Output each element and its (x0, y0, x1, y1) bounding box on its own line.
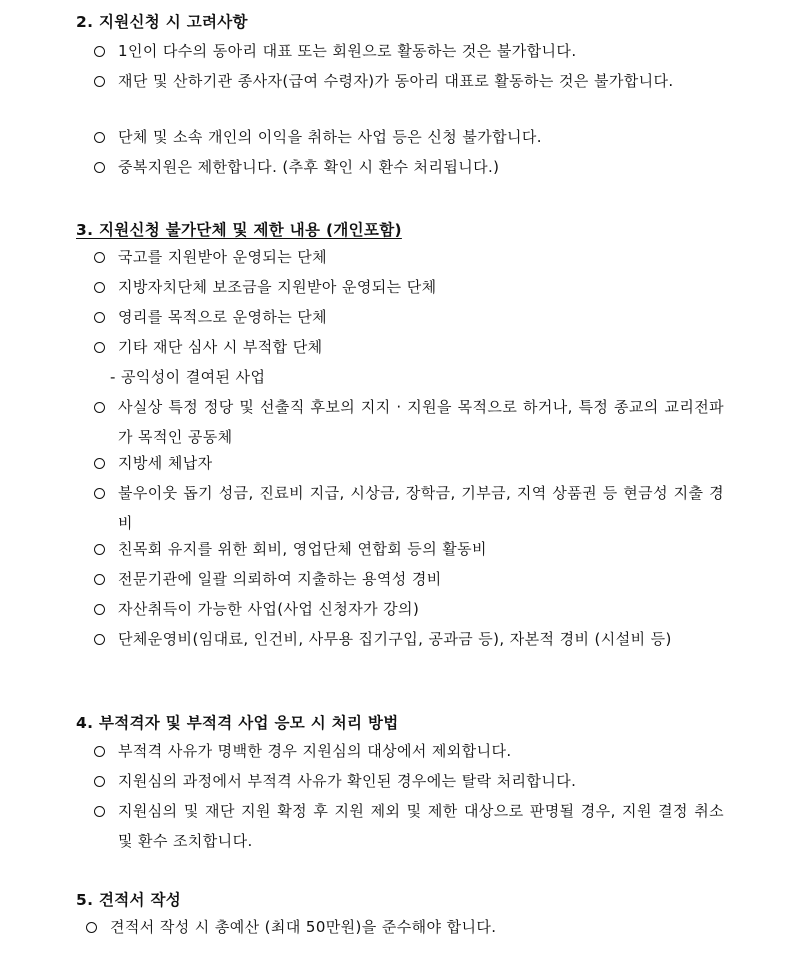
circle-bullet-icon (94, 272, 110, 303)
circle-bullet-icon (94, 766, 110, 797)
circle-bullet-icon (94, 624, 110, 655)
section-3-heading: 3. 지원신청 불가단체 및 제한 내용 (개인포함) (76, 221, 402, 239)
list-item: 지원심의 및 재단 지원 확정 후 지원 제외 및 제한 대상으로 판명될 경우, 지원 결정 취소 및 환수 조치합니다. (94, 796, 724, 856)
list-item: 지원심의 과정에서 부적격 사유가 확인된 경우에는 탈락 처리합니다. (94, 766, 724, 796)
list-item: 부적격 사유가 명백한 경우 지원심의 대상에서 제외합니다. (94, 736, 724, 766)
list-item: 국고를 지원받아 운영되는 단체 (94, 242, 724, 272)
list-item: 영리를 목적으로 운영하는 단체 (94, 302, 724, 332)
list-item: 단체 및 소속 개인의 이익을 취하는 사업 등은 신청 불가합니다. (94, 122, 724, 152)
sub-list-item: - 공익성이 결여된 사업 (110, 368, 266, 386)
list-item: 사실상 특정 정당 및 선출직 후보의 지지 · 지원을 목적으로 하거나, 특정 종교의 교리전파가 목적인 공동체 (94, 392, 724, 452)
circle-bullet-icon (94, 448, 110, 479)
circle-bullet-icon (94, 122, 110, 153)
circle-bullet-icon (94, 66, 110, 97)
circle-bullet-icon (94, 332, 110, 363)
list-item: 불우이웃 돕기 성금, 진료비 지급, 시상금, 장학금, 기부금, 지역 상품권 등 현금성 지출 경비 (94, 478, 724, 538)
circle-bullet-icon (94, 534, 110, 565)
circle-bullet-icon (94, 36, 110, 67)
list-item: 전문기관에 일괄 의뢰하여 지출하는 용역성 경비 (94, 564, 724, 594)
circle-bullet-icon (94, 736, 110, 767)
section-2-heading: 2. 지원신청 시 고려사항 (76, 13, 248, 31)
list-item: 지방세 체납자 (94, 448, 724, 478)
circle-bullet-icon (94, 478, 110, 509)
list-item: 재단 및 산하기관 종사자(급여 수령자)가 동아리 대표로 활동하는 것은 불가합니다. (94, 66, 724, 96)
section-5-heading: 5. 견적서 작성 (76, 891, 182, 909)
list-item: 자산취득이 가능한 사업(사업 신청자가 강의) (94, 594, 724, 624)
list-item: 견적서 작성 시 총예산 (최대 50만원)을 준수해야 합니다. (86, 912, 716, 942)
circle-bullet-icon (94, 242, 110, 273)
list-item: 1인이 다수의 동아리 대표 또는 회원으로 활동하는 것은 불가합니다. (94, 36, 724, 66)
list-item: 친목회 유지를 위한 회비, 영업단체 연합회 등의 활동비 (94, 534, 724, 564)
section-4-heading: 4. 부적격자 및 부적격 사업 응모 시 처리 방법 (76, 714, 399, 732)
list-item: 기타 재단 심사 시 부적합 단체 (94, 332, 724, 362)
circle-bullet-icon (86, 912, 102, 943)
circle-bullet-icon (94, 152, 110, 183)
list-item: 중복지원은 제한합니다. (추후 확인 시 환수 처리됩니다.) (94, 152, 724, 182)
circle-bullet-icon (94, 796, 110, 827)
circle-bullet-icon (94, 594, 110, 625)
list-item: 단체운영비(임대료, 인건비, 사무용 집기구입, 공과금 등), 자본적 경비 (시설비 등) (94, 624, 724, 654)
circle-bullet-icon (94, 302, 110, 333)
circle-bullet-icon (94, 392, 110, 423)
list-item: 지방자치단체 보조금을 지원받아 운영되는 단체 (94, 272, 724, 302)
circle-bullet-icon (94, 564, 110, 595)
